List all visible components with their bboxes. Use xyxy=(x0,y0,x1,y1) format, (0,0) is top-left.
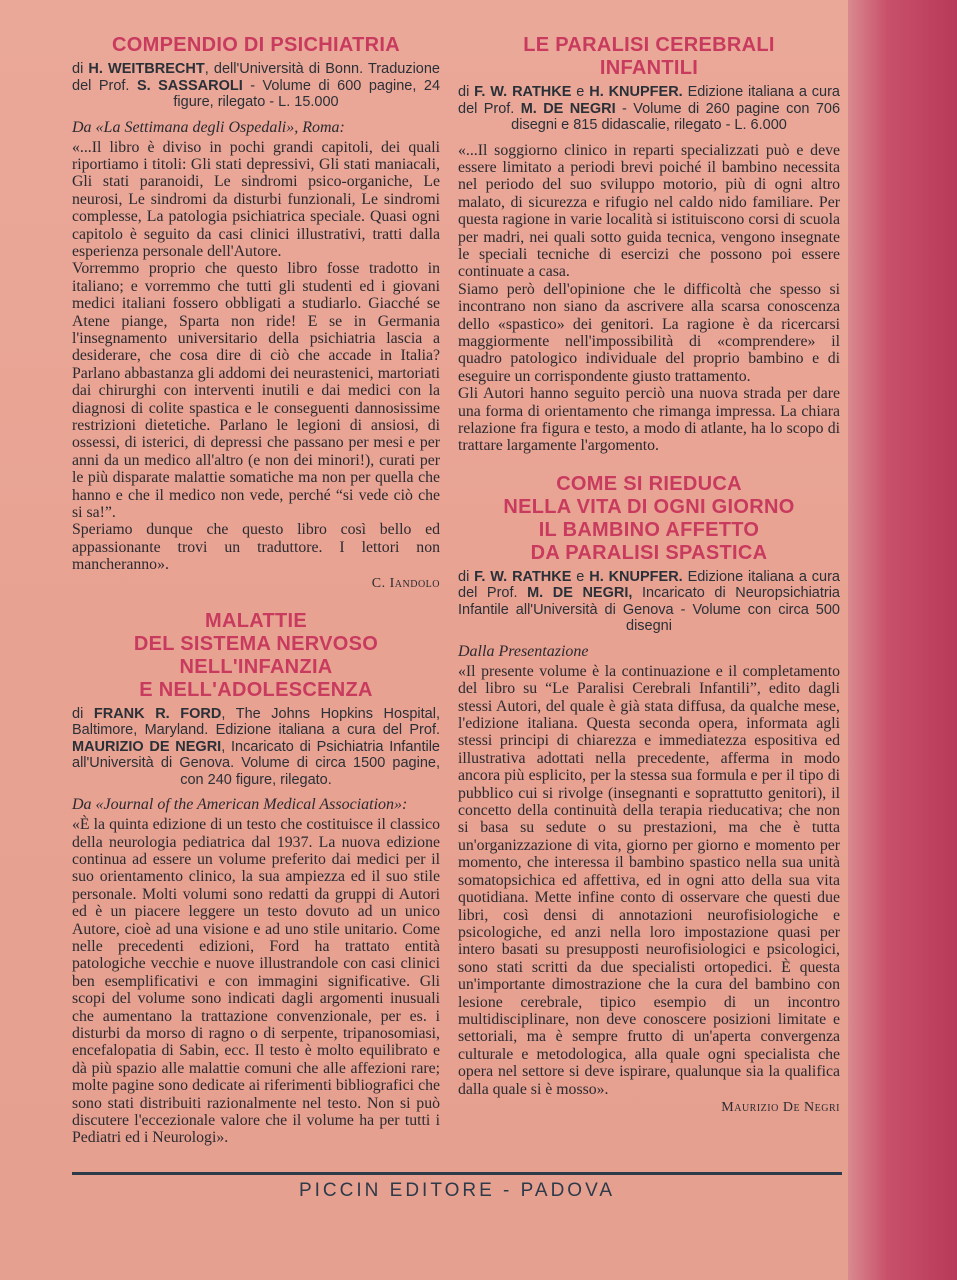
book-spine-edge xyxy=(848,0,957,1280)
author-name: F. W. RATHKE xyxy=(474,84,572,100)
byline-text: di xyxy=(72,705,94,722)
byline-text: - Volume di 260 pagine con 706 disegni e 815 didascalie, rilegato - L. 6.000 xyxy=(511,100,841,133)
section-gap xyxy=(458,455,840,473)
review-paragraph: «Il presente volume è la continuazione e il completamento del libro su “Le Paralisi Cerebrali Infantili”, edito dagli stessi Autori, del quale è già stata diffusa, da qualche mese, l'edizione italiana. Questa seconda opera, informata agli stessi principi di chiarezza e immediatezza espositiva ed illustrativa adottati nella precedente, afferma in modo ancora più esplicito, per la stessa sua formula e per il tipo di pubblico cui si rivolge (insegnanti e soprattutto genitori), il concetto della continuità della terapia rieducativa; che non si basa su sedute o su prestazioni, ma che è tutta un'organizzazione di vita, giorno per giorno e momento per momento, che interessa il bambino spastico nella sua unità somatopsichica ed affettiva, ed in ogni atto della sua vita quotidiana. Mette infine conto di osservare che questi due libri, così densi di annotazioni neurofisiologiche e psicologiche, ed anzi nella loro impostazione quasi per intero basati su presupposti neurofisiologici e psicologici, sono stati scritti da due specialisti ortopedici. È questa un'importante dimostrazione che la cura del bambino con lesione cerebrale, tipico esempio di un incontro multidisciplinare, non deve conoscere posizioni limitate e settoriali, ma è sempre frutto di un'aperta convergenza culturale e metodologica, alla quale ogni specialista che opera nel settore si deve ispirare, qualunque sia la qualifica dalla quale si è mosso». xyxy=(458,662,840,1098)
book-byline xyxy=(72,706,440,789)
author-name: MAURIZIO DE NEGRI xyxy=(72,738,222,755)
book-title-line: NELL'INFANZIA xyxy=(179,655,333,678)
book-entry xyxy=(458,34,840,455)
byline-text: Edizione italiana a cura del Prof. xyxy=(458,568,840,602)
book-title xyxy=(458,473,840,565)
byline-text: - Volume di 600 pagine, 24 figure, rilegato - L. 15.000 xyxy=(173,77,441,110)
book-entry xyxy=(458,455,840,1116)
review-paragraph: Speriamo dunque che questo libro così bello ed appassionante trovi un traduttore. I lettori non mancheranno». xyxy=(72,521,440,574)
review-signature: C. Iandolo xyxy=(371,575,440,591)
book-title-line: DEL SISTEMA NERVOSO xyxy=(133,632,379,655)
book-byline xyxy=(458,569,840,635)
byline-text: , The Johns Hopkins Hospital, Baltimore, Maryland. Edizione italiana a cura del Prof. xyxy=(72,705,440,739)
review-source: Dalla Presentazione xyxy=(458,642,589,660)
author-name: H. WEITBRECHT xyxy=(88,61,205,77)
publisher-footer: PICCIN EDITORE - PADOVA xyxy=(298,1180,616,1201)
review-source: Da «La Settimana degli Ospedali», Roma: xyxy=(72,118,345,136)
book-title xyxy=(72,610,440,702)
book-title-line: COME SI RIEDUCA xyxy=(556,472,742,495)
review-paragraph: «...Il libro è diviso in pochi grandi capitoli, dei quali riportiamo i titoli: Gli stati depressivi, Gli stati maniacali, Gli stati paranoidi, Le sindromi psico-organiche, Le neurosi, Le sindromi da disturbi funzionali, Le sindromi complesse, La patologia psichiatrica speciale. Quasi ogni capitolo è seguito da casi clinici illustrativi, tratti dalla esperienza personale dell'Autore. xyxy=(72,138,440,260)
book-entry xyxy=(72,592,440,1147)
review-paragraph: Gli Autori hanno seguito perciò una nuova strada per dare una forma di orientamento che rimanga impressa. La chiara relazione fra figura e testo, a modo di atlante, ha lo scopo di trattare largamente l'argomento. xyxy=(458,385,840,455)
byline-text: , Incaricato di Psichiatria Infantile all'Università di Genova. Volume di circa 1500 pagine, con 240 figure, rilegato. xyxy=(72,738,440,788)
review-signature: Maurizio De Negri xyxy=(721,1099,840,1115)
book-entry xyxy=(72,34,440,592)
left-column xyxy=(72,34,440,1147)
book-title-line: DA PARALISI SPASTICA xyxy=(530,541,768,564)
byline-text: di xyxy=(72,61,89,77)
review-paragraph: «...Il soggiorno clinico in reparti specializzati può e deve essere limitato a periodi brevi poiché il bambino necessita nel periodo del suo sviluppo motorio, più di ogni altro malato, di sicurezza e rifugio nel caldo nido familiare. Per questa ragione in varie località si istituiscono corsi di scuola per madri, nei quali sotto guida tecnica, vengono insegnate le speciali tecniche di esercizi che possono poi essere continuate a casa. xyxy=(458,141,840,281)
byline-text: e xyxy=(571,84,590,100)
byline-text: di xyxy=(458,568,475,585)
book-title-line: LE PARALISI CEREBRALI xyxy=(523,34,775,56)
byline-text: e xyxy=(571,568,590,585)
author-name: H. KNUPFER. xyxy=(589,84,683,100)
book-title xyxy=(72,34,440,57)
author-name: FRANK R. FORD xyxy=(93,705,222,722)
book-title-line: COMPENDIO DI PSICHIATRIA xyxy=(112,34,400,56)
book-byline xyxy=(72,61,440,111)
book-title xyxy=(458,34,840,80)
author-name: M. DE NEGRI xyxy=(520,100,616,117)
byline-text: Edizione italiana a cura del Prof. xyxy=(458,84,840,117)
footer-rule xyxy=(72,1172,842,1175)
book-title-line: INFANTILI xyxy=(599,57,699,79)
book-title-line: E NELL'ADOLESCENZA xyxy=(139,678,373,701)
byline-text: di xyxy=(458,84,475,100)
author-name: M. DE NEGRI, xyxy=(527,585,633,602)
author-name: F. W. RATHKE xyxy=(474,568,572,585)
review-paragraph: Siamo però dell'opinione che le difficoltà che spesso si incontrano non siano da ascrivere alla scarsa conoscenza dello «spastico» dei genitori. La ragione è da ricercarsi maggiormente nell'impossibilità di «comprendere» il quadro patologico individuale del proprio bambino e di eseguire un corrispondente giusto trattamento. xyxy=(458,280,840,385)
review-paragraph: «È la quinta edizione di un testo che costituisce il classico della neurologia pediatrica dal 1937. La nuova edizione continua ad essere un volume preferito dai medici per il suo orientamento clinico, la sua ampiezza ed il suo stile personale. Molti volumi sono redatti da gruppi di Autori ed è un piacere leggere un testo dovuto ad un unico Autore, cioè ad una visione e ad uno stile unitario. Come nelle precedenti edizioni, Ford ha trattato entità patologiche vecchie e nuove illustrandole con casi clinici ben esemplificativi e con immagini significative. Gli scopi del volume sono indicati dagli argomenti inusuali che aumentano la trattazione convenzionale, per es. i disturbi da morso di ragno o di serpente, tripanosomiasi, encefalopatia di Sabin, ecc. Il testo è molto equilibrato e dà più spazio alle malattie comuni che alle affezioni rare; molte pagine sono dedicate ai riferimenti bibliografici che sono stati distribuiti razionalmente nel testo. Non si può discutere l'eccezionale valore che il volume ha per tutti i Pediatri ed i Neurologi». xyxy=(72,816,440,1147)
author-name: H. KNUPFER. xyxy=(589,568,683,585)
section-gap xyxy=(72,592,440,610)
book-title-line: MALATTIE xyxy=(204,609,307,632)
review-paragraph: Vorremmo proprio che questo libro fosse tradotto in italiano; e vorremmo che tutti gli studenti ed i giovani medici italiani fossero obbligati a studiarlo. Giacché se Atene piange, Sparta non ride! E se in Germania l'insegnamento universitario della psichiatria lascia a desiderare, che cosa dire di ciò che accade in Italia? Parlano abbastanza gli addomi dei neurastenici, martoriati dai chirurghi con interventi inutili e dai medici con la diagnosi di colite spastica e le conseguenti dannosissime restrizioni dietetiche. Parlano le legioni di ansiosi, di ossessi, di isterici, di depressi che passano per mesi e per anni da un medico all'altro (e non dei minori!), curati per le più disparate malattie somatiche ma non per quella che hanno e che il medico non vede, perché “si vede ciò che si sa!”. xyxy=(72,260,440,522)
byline-text: Incaricato di Neuropsichiatria Infantile all'Università di Genova - Volume con circa 500 disegni xyxy=(458,585,840,635)
review-source: Da «Journal of the American Medical Association»: xyxy=(72,796,408,814)
right-column xyxy=(458,34,840,1116)
book-title-line: IL BAMBINO AFFETTO xyxy=(538,518,760,541)
book-title-line: NELLA VITA DI OGNI GIORNO xyxy=(503,495,795,518)
book-byline xyxy=(458,84,840,134)
author-name: S. SASSAROLI xyxy=(136,77,243,94)
byline-text: , dell'Università di Bonn. Traduzione del Prof. xyxy=(72,61,440,94)
